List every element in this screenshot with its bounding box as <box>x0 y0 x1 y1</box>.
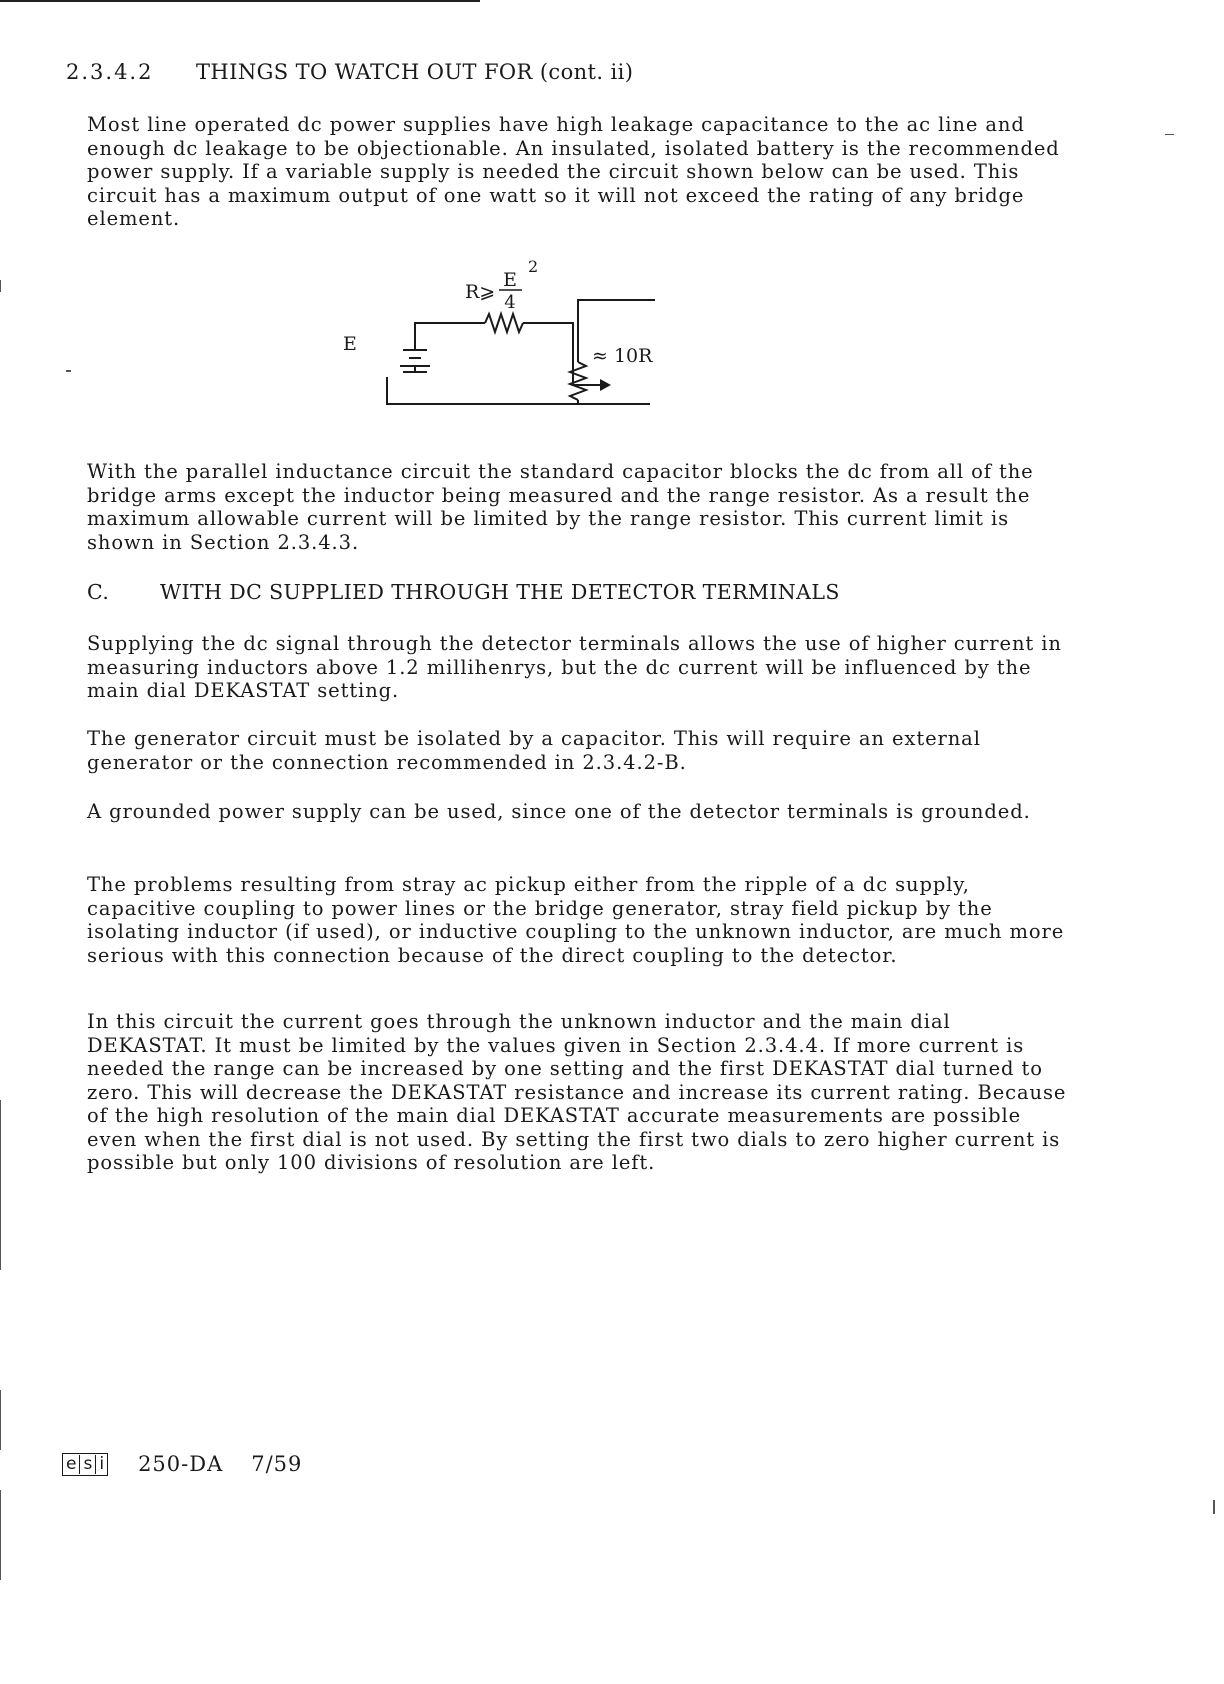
section-title: THINGS TO WATCH OUT FOR (cont. ii) <box>196 60 634 84</box>
subsection-title: WITH DC SUPPLIED THROUGH THE DETECTOR TERMINALS <box>160 580 840 604</box>
page-footer <box>62 1452 302 1476</box>
section-heading <box>66 60 633 84</box>
wiper-arrow <box>600 379 611 391</box>
scan-mark <box>0 1100 1 1270</box>
scan-mark <box>66 370 71 372</box>
esi-logo <box>62 1453 108 1476</box>
paragraph-stray-pickup: The problems resulting from stray ac pickup either from the ripple of a dc supply, capacitive coupling to power lines or the bridge generator, stray field pickup by the isolating inductor (if used), or inductive coupling to the unknown inductor, are much more serious with this connection because of the direct coupling to the detector. <box>87 873 1065 967</box>
logo-letter: s <box>79 1455 95 1474</box>
circuit-diagram <box>343 250 720 440</box>
fraction-numerator: E <box>503 269 517 291</box>
series-resistor <box>485 314 523 332</box>
paragraph-detector-terminals: Supplying the dc signal through the detector terminals allows the use of higher current in measuring inductors above 1.2 millihenrys, but the dc current will be influenced by the main dial DEKASTAT setting. <box>87 632 1062 702</box>
scan-mark <box>1213 1500 1215 1514</box>
battery-label: E <box>343 333 357 355</box>
top-rule <box>0 0 480 2</box>
wire-top-left <box>415 323 485 325</box>
scan-mark <box>0 1490 1 1580</box>
paragraph-generator-isolation: The generator circuit must be isolated by a capacitor. This will require an external generator or the connection recommended in 2.3.4.2-B. <box>87 727 981 774</box>
fraction-denominator: 4 <box>504 292 516 313</box>
paragraph-parallel-inductance: With the parallel inductance circuit the standard capacitor blocks the dc from all of the bridge arms except the inductor being measured and the range resistor. As a result the maximum allowable current will be limited by the range resistor. This current limit is shown in Section 2.3.4.3. <box>87 460 1034 554</box>
paragraph-grounded-supply: A grounded power supply can be used, since one of the detector terminals is grounded. <box>87 800 1031 823</box>
wire-bottom <box>387 377 650 404</box>
pot-label: ≈ 10R <box>592 345 653 367</box>
subsection-letter: C. <box>87 580 110 604</box>
paragraph-power-supply: Most line operated dc power supplies have high leakage capacitance to the ac line and enough dc leakage to be objectionable. An insulated, isolated battery is the recommended power supply. If a variable supply is needed the circuit shown below can be used. This circuit has a maximum output of one watt so it will not exceed the rating of any bridge element. <box>87 113 1060 230</box>
scan-mark <box>0 280 1 292</box>
scan-mark <box>1165 134 1174 135</box>
logo-letter: i <box>95 1455 107 1474</box>
subsection-heading <box>87 580 840 604</box>
document-date: 7/59 <box>251 1452 303 1476</box>
resistor-label: R⩾ <box>465 281 496 303</box>
document-code: 250-DA <box>138 1452 224 1476</box>
paragraph-current-limit: In this circuit the current goes through the unknown inductor and the main dial DEKASTAT. It must be limited by the values given in Section 2.3.4.4. If more current is needed the range can be increased by one setting and the first DEKASTAT dial turned to zero. This will decrease the DEKASTAT resistance and increase its current rating. Because of the high resolution of the main dial DEKASTAT accurate measurements are possible even when the first dial is not used. By setting the first two dials to zero higher current is possible but only 100 divisions of resolution are left. <box>87 1010 1067 1174</box>
scan-mark <box>0 1390 1 1450</box>
section-number: 2.3.4.2 <box>66 60 154 84</box>
wire-to-wiper <box>523 323 600 385</box>
logo-letter: e <box>66 1453 77 1474</box>
exponent: 2 <box>528 257 539 276</box>
